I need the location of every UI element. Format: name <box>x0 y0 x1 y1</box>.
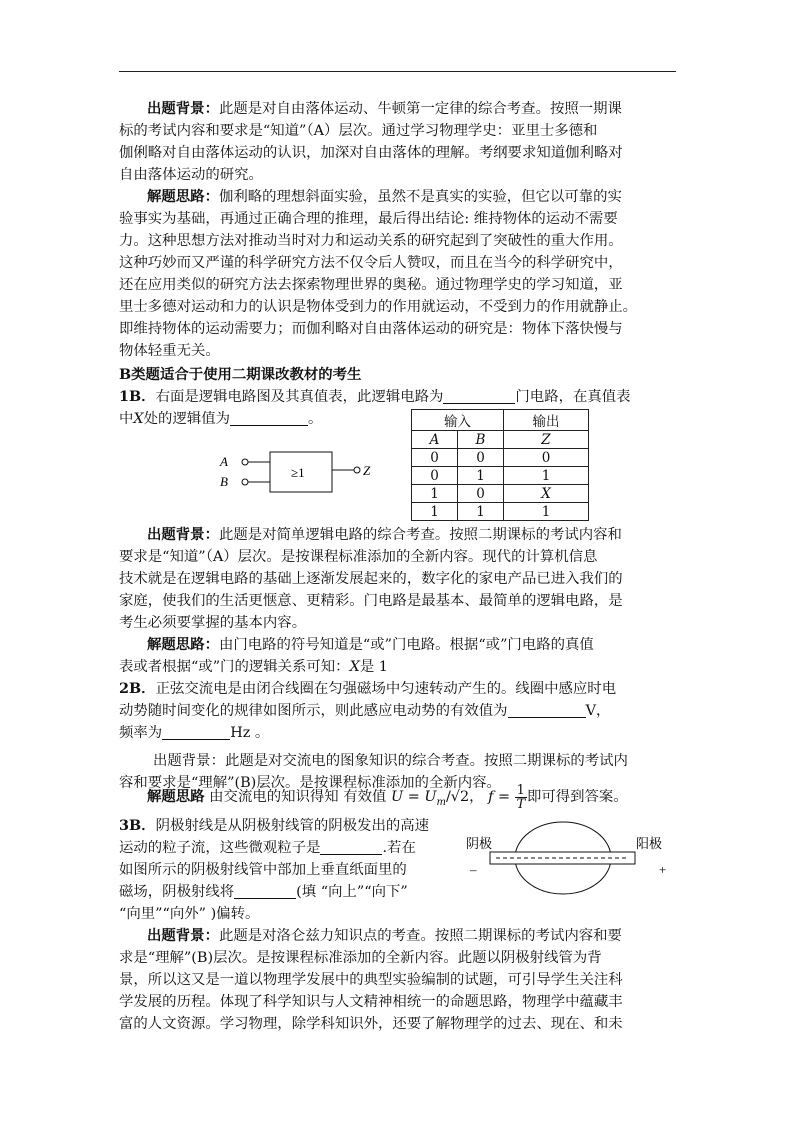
formula-subscript: m <box>436 796 446 808</box>
table-row <box>412 467 589 485</box>
text: 运动的粒子流，这些微观粒子是 <box>119 840 321 856</box>
q3-line3: 如图所示的阴极射线管中部加上垂直纸面里的 <box>119 862 407 878</box>
text: V， <box>585 703 611 719</box>
para-background-4-line2: 求是“理解”(B)层次。是按课程标准添加的全新内容。此题以阴极射线管为背 <box>119 950 602 966</box>
q3-line2 <box>119 837 416 859</box>
text: 是 1 <box>359 659 388 675</box>
para-background-4-line5: 富的人文资源。学习物理，除学科知识外，还要了解物理学的过去、现在、和未 <box>119 1016 623 1032</box>
answer-blank[interactable] <box>443 388 515 404</box>
output-terminal <box>354 467 360 473</box>
gate-symbol: ≥1 <box>291 465 305 480</box>
cell: 0 <box>458 485 504 503</box>
formula-rms: U = U <box>391 789 437 805</box>
text: 此题是对自由落体运动、牛顿第一定律的综合考查。按照一期课 <box>218 101 622 117</box>
input-b-label: B <box>220 474 228 489</box>
table-header-row <box>412 410 589 431</box>
answer-blank[interactable] <box>320 839 382 855</box>
para-solution-1-line4: 这种巧妙而又严谨的科学研究方法不仅令后人赞叹，而且在当今的科学研究中， <box>119 255 623 271</box>
minus-sign: – <box>470 862 477 877</box>
header-rule <box>119 71 676 72</box>
text: 即可得到答案。 <box>526 789 628 805</box>
formula-root: /√2 <box>445 789 470 805</box>
cell: 0 <box>412 449 458 467</box>
para-solution-1-line2: 验事实为基础，再通过正确合理的推理，最后得出结论: 维持物体的运动不需要 <box>119 211 618 227</box>
variable: X <box>133 411 144 427</box>
anode-label: 阳极 <box>636 836 663 851</box>
para-background-2-line2: 要求是“知道”（A）层次。是按课程标准添加的全新内容。现代的计算机信息 <box>119 549 598 565</box>
cell: 1 <box>412 485 458 503</box>
cell: 1 <box>504 467 589 485</box>
fraction-numerator: 1 <box>516 782 525 798</box>
q1-line2 <box>119 408 322 430</box>
text: 中 <box>119 411 134 427</box>
text: 动势随时间变化的规律如图所示，则此感应电动势的有效值为 <box>119 703 508 719</box>
q2-line1 <box>119 678 616 700</box>
cathode-label: 阴极 <box>466 836 493 851</box>
para-background-1-line3: 伽俐略对自由落体运动的认识，加深对自由落体的理解。考纲要求知道伽利略对 <box>119 145 623 161</box>
table-row <box>412 485 589 503</box>
label: 出题背景： <box>147 526 219 543</box>
para-background-1-line4: 自由落体运动的研究。 <box>119 167 263 183</box>
cathode-ray-tube-diagram <box>460 820 670 900</box>
text: 此题是对洛仑兹力知识点的考查。按照二期课标的考试内容和要 <box>218 928 622 944</box>
para-solution-1-line6: 里士多德对运动和力的认识是物体受到力的作用就运动，不受到力的作用就静止。 <box>119 299 638 315</box>
label: 出题背景： <box>147 100 219 117</box>
text: 磁场，阴极射线将 <box>119 884 235 900</box>
text: (填 “向上”“向下” <box>296 884 408 900</box>
cell: 1 <box>458 467 504 485</box>
table-col-row <box>412 431 589 449</box>
para-background-2-line3: 技术就是在逻辑电路的基础上逐渐发展起来的，数字化的家电产品已进入我们的 <box>119 571 623 587</box>
answer-blank[interactable] <box>162 724 230 740</box>
header-input: 输入 <box>412 410 504 431</box>
text: 表或者根据“或”门的逻辑关系可知： <box>119 659 350 675</box>
truth-table <box>411 409 589 521</box>
text: 门电路，在真值表 <box>515 389 631 405</box>
answer-blank[interactable] <box>508 702 586 718</box>
cell: 0 <box>504 449 589 467</box>
para-background-3-line1: 出题背景：此题是对交流电的图象知识的综合考查。按照二期课标的考试内 <box>153 753 628 769</box>
q3-line4 <box>119 881 408 903</box>
answer-blank[interactable] <box>234 883 296 899</box>
para-solution-1-line5: 还在应用类似的研究方法去探索物理世界的奥秘。通过物理学史的学习知道，亚 <box>119 277 623 293</box>
fraction <box>515 784 527 811</box>
text: 。 <box>308 411 323 427</box>
text: 处的逻辑值为 <box>143 411 231 427</box>
logic-gate-diagram <box>218 449 378 499</box>
col-b: B <box>458 431 504 449</box>
para-solution-1-line1 <box>147 186 622 208</box>
col-a: A <box>412 431 458 449</box>
text: Hz 。 <box>230 725 270 741</box>
label: 解题思路 <box>147 788 205 805</box>
plus-sign: + <box>659 862 667 877</box>
para-solution-2-line1 <box>147 634 594 656</box>
para-background-4-line3: 景，所以这又是一道以物理学发展中的典型实验编制的试题，可引导学生关注科 <box>119 972 623 988</box>
col-z: Z <box>504 431 589 449</box>
text: 正弦交流电是由闭合线圈在匀强磁场中匀速转动产生的。线圈中感应时电 <box>155 681 617 697</box>
fraction-denominator: T <box>516 796 526 812</box>
text: 由交流电的知识得知 有效值 <box>209 789 387 805</box>
q2-line2 <box>119 700 610 722</box>
para-solution-1-line3: 力。这种思想方法对推动当时对力和运动关系的研究起到了突破性的重大作用。 <box>119 233 623 249</box>
text: 由门电路的符号知道是“或”门电路。根据“或”门电路的真值 <box>218 637 594 653</box>
text: 此题是对简单逻辑电路的综合考查。按照二期课标的考试内容和 <box>218 527 622 543</box>
para-background-4-line1 <box>147 925 622 947</box>
q3-number: 3B． <box>119 817 156 834</box>
para-background-2-line1 <box>147 524 622 546</box>
cell: 1 <box>458 503 504 521</box>
para-background-1-line1 <box>147 98 622 120</box>
q1-line1 <box>119 386 631 408</box>
answer-blank[interactable] <box>230 410 308 426</box>
text: 右面是逻辑电路图及其真值表，此逻辑电路为 <box>155 389 444 405</box>
label: 出题背景： <box>147 927 219 944</box>
q3-line1 <box>119 815 429 837</box>
text: .若在 <box>382 840 416 856</box>
para-solution-1-line8: 物体轻重无关。 <box>119 343 220 359</box>
section-b-heading: B类题适合于使用二期课改教材的考生 <box>119 366 362 383</box>
cell: 1 <box>504 503 589 521</box>
label: 解题思路： <box>147 188 219 205</box>
q1-number: 1B． <box>119 388 156 405</box>
para-background-2-line5: 考生必须要掌握的基本内容。 <box>119 615 307 631</box>
para-background-2-line4: 家庭，使我们的生活更惬意、更精彩。门电路是最基本、最简单的逻辑电路，是 <box>119 593 623 609</box>
text: 伽利略的理想斜面实验，虽然不是真实的实验，但它以可靠的实 <box>218 189 622 205</box>
cell: 1 <box>412 503 458 521</box>
variable: X <box>349 659 360 675</box>
q3-line5: “向里”“向外” )偏转。 <box>119 906 260 922</box>
q2-number: 2B． <box>119 680 156 697</box>
header-output: 输出 <box>504 410 589 431</box>
input-a-label: A <box>220 454 228 469</box>
text: ， <box>469 789 484 805</box>
input-b-terminal <box>242 479 248 485</box>
table-row <box>412 449 589 467</box>
para-background-1-line2: 标的考试内容和要求是“知道”（A）层次。通过学习物理学史：亚里士多德和 <box>119 123 598 139</box>
cell: 0 <box>458 449 504 467</box>
output-z-label: Z <box>363 463 371 478</box>
para-solution-2-line2 <box>119 656 388 678</box>
para-solution-1-line7: 即维持物体的运动需要力；而伽利略对自由落体运动的研究是：物体下落快慢与 <box>119 321 623 337</box>
label: 解题思路： <box>147 636 219 653</box>
text: 阴极射线是从阴极射线管的阴极发出的高速 <box>155 818 430 834</box>
para-background-4-line4: 学发展的历程。体现了科学知识与人文精神相统一的命题思路，物理学中蕴藏丰 <box>119 994 623 1010</box>
input-a-terminal <box>242 459 248 465</box>
text: 频率为 <box>119 725 163 741</box>
formula-frequency: f = <box>488 789 511 805</box>
table-row <box>412 503 589 521</box>
q2-line3 <box>119 722 269 744</box>
cell: 0 <box>412 467 458 485</box>
cell: X <box>504 485 589 503</box>
para-background-3-line2: 容和要求是“理解”(B)层次。是按课程标准添加的全新内容。 <box>119 775 501 791</box>
para-solution-3 <box>147 782 628 812</box>
